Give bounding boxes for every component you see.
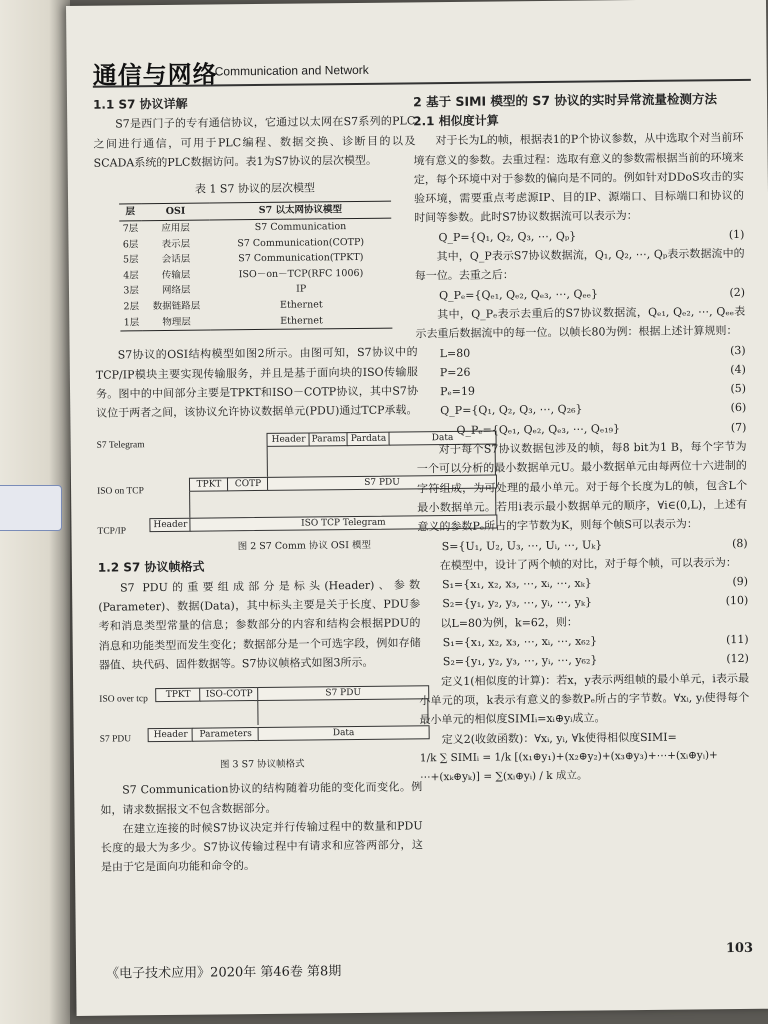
table-cell: 5层: [122, 254, 139, 266]
table-cell: IP: [296, 283, 307, 296]
table-cell: S7 Communication(COTP): [237, 236, 365, 249]
table-cell: Ethernet: [280, 314, 323, 327]
equation-number: (12): [726, 652, 749, 666]
paragraph-after-eq1: 其中，Q_P表示S7协议数据流，Q₁, Q₂, ⋯, Qₚ表示数据流中的每一位。去重之后：: [414, 246, 745, 283]
paragraph-osi-model: S7协议的OSI结构模型如图2所示。由图可知，S7协议中的TCP/IP模块主要实现传输服务，并且是基于面向块的ISO传输服务。图中的中间部分主要是TPKT和ISO－COTP协议，其中S7协议位于两者之间，该协议允许协议数据单元(PDU)通过TCP承载。: [95, 345, 419, 420]
table-row: [120, 312, 392, 331]
fig2-label-iso-on-tcp: ISO on TCP: [97, 486, 144, 498]
table-cell: 传输层: [161, 269, 191, 281]
table-cell: 1层: [123, 316, 140, 329]
table-header-cell: S7 以太网协议模型: [258, 204, 343, 217]
osi-layer-table: [119, 201, 392, 332]
fig2-arrow-left: [267, 447, 268, 477]
fig3-box-parameters: Parameters: [192, 727, 260, 742]
fig2-box-iso-tcp-telegram: ISO TCP Telegram: [189, 515, 497, 532]
table-cell: 数据链路层: [152, 300, 201, 313]
paragraph-similarity-intro: 对于长为L的帧，根据表1的P个协议参数，从中选取个对当前环境有意义的参数。去重过程：选取有意义的参数需根据当前的环境来定，每个环境中对于参数的偏向是不同的。例如针对DDoS攻击的实验环境，需要重点考虑源IP、目的IP、源端口、目标端口和协议的时间等参数。此时S7协议数据流可以表示为：: [413, 131, 745, 225]
equation-13-line-1: 1/k ∑ SIMIᵢ = 1/k [(x₁⊕y₁)+(x₂⊕y₂)+(x₃⊕y₃)+⋯+(xᵢ⊕yᵢ)+: [419, 749, 718, 765]
fig2-box-data: Data: [388, 431, 496, 446]
table-cell: S7 Communication(TPKT): [238, 252, 364, 265]
fig2-box-header: Header: [266, 433, 310, 447]
fig2-box-s7pdu: S7 PDU: [267, 475, 497, 491]
fig3-label-iso-over-tcp: ISO over tcp: [99, 694, 148, 705]
fig2-label-tcp-ip: TCP/IP: [97, 526, 127, 538]
figure-2-caption: 图 2 S7 Comm 协议 OSI 模型: [237, 540, 372, 553]
equation-text: Q_P={Q₁, Q₂, Q₃, ⋯, Q₂₆}: [440, 403, 583, 418]
equation-number: (11): [726, 632, 749, 647]
equation-text: S₂={y₁, y₂, y₃, ⋯, yᵢ, ⋯, yₖ}: [442, 595, 592, 611]
table-header-cell: OSI: [165, 206, 186, 218]
figure-3-caption: 图 3 S7 协议帧格式: [219, 758, 305, 771]
equation-number: (1): [728, 227, 745, 241]
table-cell: 会话层: [161, 253, 191, 266]
equation-number: (10): [725, 594, 749, 608]
section-title-en: Communication and Network: [214, 62, 369, 79]
paragraph-s7-intro: S7是西门子的专有通信协议，它通过以太网在S7系列的PLC之间进行通信，可用于PLC编程、数据交换、诊断目的以及SCADA系统的PLC数据访问。表1为S7协议的层次模型。: [93, 114, 416, 170]
left-column: [92, 92, 454, 877]
figure-2-osi-diagram: [96, 428, 454, 553]
heading-2-1: 2.1 相似度计算: [413, 113, 499, 129]
equation-number: (4): [730, 362, 746, 376]
fig2-box-tpkt: TPKT: [189, 478, 229, 492]
table-cell: 4层: [123, 270, 139, 282]
journal-page: [66, 0, 768, 1016]
fig3-box-tpkt: TPKT: [155, 688, 201, 702]
equation-text: L=80: [439, 346, 471, 360]
equation-13-line-2: ⋯+(xₖ⊕yₖ)] = ∑(xᵢ⊕yᵢ) / k 成立。: [420, 769, 588, 784]
equation-number: (5): [730, 382, 747, 396]
fig3-box-iso-cotp: ISO-COTP: [199, 687, 259, 702]
equation-number: (8): [731, 536, 748, 550]
table-cell: 2层: [123, 301, 140, 313]
paragraph-frame-units: 对于每个S7协议数据包涉及的帧，每8 bit为1 B，每个字节为一个可以分析的最小数据单元U。最小数据单元由每两位十六进制的字符组成，为可处理的最小单元。对于每个长度为L的帧，包含L个最小数据单元。若用i表示最小数据单元的顺序，∀i∈(0,L)，上述有意义的参数Pₑ所占的字节数为K，则每个帧S可以表示为：: [416, 439, 748, 534]
equation-text: Q_Pₑ={Qₑ₁, Qₑ₂, Qₑ₃, ⋯, Qₑₑ}: [438, 287, 599, 302]
right-column: [413, 89, 750, 788]
fig2-label-s7-telegram: S7 Telegram: [96, 440, 145, 452]
table-cell: 表示层: [161, 238, 191, 250]
table-header-cell: 层: [125, 206, 136, 218]
fig3-arrow-left: [257, 701, 258, 725]
heading-1-2: 1.2 S7 协议帧格式: [97, 560, 205, 576]
figure-3-frame-diagram: [99, 680, 422, 781]
page-number: 103: [725, 940, 754, 957]
table-cell: S7 Communication: [254, 221, 347, 234]
heading-2: 2 基于 SIMI 模型的 S7 协议的实时异常流量检测方法: [412, 91, 717, 110]
fig3-box-data: Data: [258, 725, 430, 741]
paragraph-example: 以L=80为例，k=62，则：: [440, 615, 578, 630]
equation-text: S₁={x₁, x₂, x₃, ⋯, xᵢ, ⋯, x₆₂}: [442, 634, 598, 650]
fig2-box-cotp: COTP: [227, 477, 269, 491]
table-cell: 3层: [123, 285, 139, 297]
table-cell: ISO－on－TCP(RFC 1006): [238, 267, 364, 281]
fig2-box-tcp-header: Header: [149, 518, 191, 532]
equation-text: S₁={x₁, x₂, x₃, ⋯, xᵢ, ⋯, xₖ}: [442, 576, 592, 592]
table1-caption: 表 1 S7 协议的层次模型: [194, 181, 316, 196]
fig3-label-s7-pdu: S7 PDU: [99, 734, 132, 745]
fig2-arrow-mid-left: [189, 492, 190, 518]
equation-number: (3): [729, 343, 746, 357]
equation-text: P=26: [439, 365, 471, 379]
paragraph-frame-format: S7 PDU的重要组成部分是标头(Header)、参数(Parameter)、数据(Data)，其中标头主要是关于长度、PDU参考和消息类型常量的信息；参数部分的内容和结构会根据PDU的消息和功能类型而发生变化；数据部分是一个可选字段，例如存储器值、块代码、固件数据等。S7协议帧格式如图3所示。: [98, 578, 421, 672]
paragraph-after-eq2: 其中，Q_Pₑ表示去重后的S7协议数据流，Qₑ₁, Qₑ₂, ⋯, Qₑₑ表示去重后数据流中的每一位。以帧长80为例：根据上述计算规则：: [415, 304, 746, 341]
paragraph-structure-change: S7 Communication协议的结构随着功能的变化而变化。例如，请求数据报文不包含数据部分。: [100, 780, 423, 817]
fig3-box-s7pdu: S7 PDU: [257, 685, 429, 701]
table-cell: 应用层: [161, 222, 190, 235]
equation-number: (6): [730, 401, 747, 415]
previous-page-edge: [0, 0, 70, 1024]
table-cell: 网络层: [161, 285, 191, 297]
fig2-box-params: Params: [308, 432, 348, 446]
journal-footer: 《电子技术应用》2020年 第46卷 第8期: [106, 964, 342, 982]
section-title-cn: 通信与网络: [92, 60, 218, 90]
equation-number: (9): [732, 575, 749, 589]
paragraph-two-frames: 在模型中，设计了两个帧的对比，对于每个帧，可以表示为：: [439, 555, 737, 572]
heading-1-1: 1.1 S7 协议详解: [92, 96, 188, 112]
paragraph-definition-2: 定义2(收敛函数)：∀xᵢ, yᵢ, ∀k使得相似度SIMI=: [441, 730, 677, 746]
previous-page-callout-box: [0, 485, 62, 531]
equation-text: Q_P={Q₁, Q₂, Q₃, ⋯, Qₚ}: [438, 229, 577, 244]
equation-text: Pₑ=19: [439, 384, 476, 399]
fig3-box-header: Header: [148, 728, 194, 742]
equation-number: (2): [729, 285, 746, 299]
paragraph-connection: 在建立连接的时候S7协议决定并行传输过程中的数量和PDU长度的最大为多少。S7协议传输过程中有请求和应答两部分，这是由于它是面向功能和命令的。: [100, 819, 423, 875]
paragraph-definition-1: 定义1(相似度的计算)：若x，y表示两组帧的最小单元，i表示最小单元的项，k表示有意义的参数Pₑ所占的字节数。∀xᵢ, yᵢ使得每个最小单元的相似度SIMIᵢ=xᵢ⊕yᵢ成立。: [419, 671, 750, 727]
table-cell: 7层: [122, 223, 139, 235]
table-cell: 物理层: [162, 316, 191, 328]
equation-text: S₂={y₁, y₂, y₃, ⋯, yᵢ, ⋯, y₆₂}: [442, 653, 598, 669]
fig2-box-pardata: Pardata: [346, 432, 390, 446]
equation-text: Q_Pₑ={Qₑ₁, Qₑ₂, Qₑ₃, ⋯, Qₑ₁₉}: [456, 421, 621, 437]
table-cell: Ethernet: [279, 299, 323, 311]
table-cell: 6层: [122, 238, 139, 251]
equation-number: (7): [730, 420, 747, 434]
equation-text: S={U₁, U₂, U₃, ⋯, Uᵢ, ⋯, Uₖ}: [441, 537, 603, 553]
